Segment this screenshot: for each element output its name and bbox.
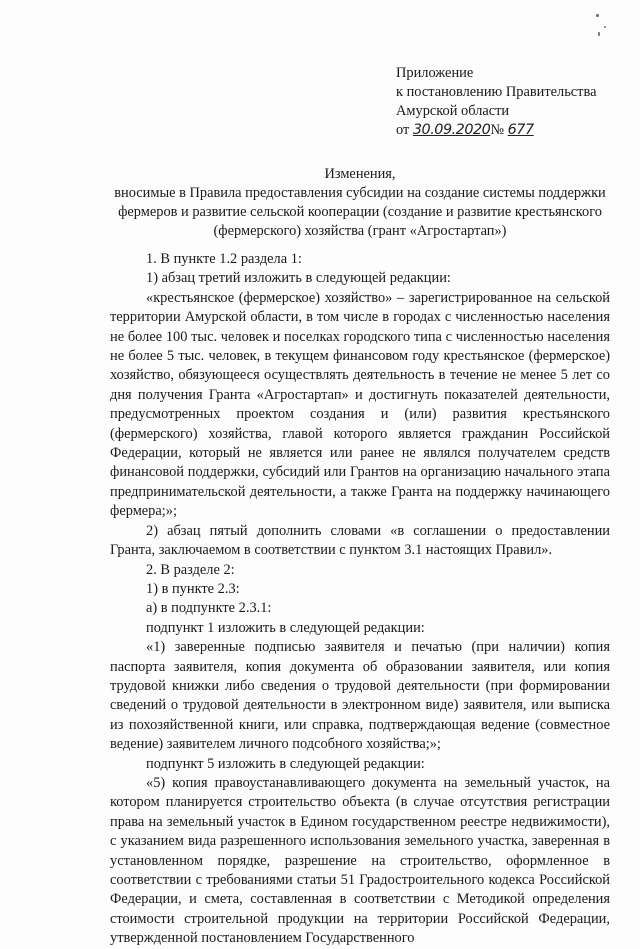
paragraph: 1) абзац третий изложить в следующей редакции: <box>146 270 451 287</box>
number-sign: № <box>490 122 505 138</box>
approval-date-line <box>396 121 596 140</box>
scan-speck <box>604 26 606 28</box>
paragraph: 1. В пункте 1.2 раздела 1: <box>146 251 302 267</box>
document-body <box>110 250 610 949</box>
from-label: от <box>396 122 410 138</box>
paragraph: 2. В разделе 2: <box>146 561 235 578</box>
approval-line: Приложение <box>396 65 474 81</box>
scan-speck <box>596 14 599 17</box>
document-title <box>100 165 620 241</box>
paragraph: «крестьянское (фермерское) хозяйство» – зарегистрированное на сельской территории Амурской области, в том числе в городах с численностью населения не более 100 тыс. человек и поселках городского типа с численностью населения не более 5 тыс. человек, в текущем финансовом году крестьянское (фермерское) хозяйство, обязующееся осуществлять деятельность в течение не менее 5 лет со дня получения Гранта «Агростартап» и достигнуть показателей деятельности, предусмотренных проектом создания и (или) развития крестьянского (фермерского) хозяйства, главой которого является гражданин Российской Федерации, который не является или ранее не являлся получателем средств финансовой поддержки, субсидий или Грантов на организацию начального этапа предпринимательской деятельности, а также Гранта на поддержку начинающего фермера;»; <box>110 289 610 520</box>
handwritten-date: 30.09.2020 <box>412 122 491 138</box>
approval-block <box>396 64 596 140</box>
approval-line: к постановлению Правительства <box>396 84 597 100</box>
handwritten-number: 677 <box>507 122 534 138</box>
scan-speck <box>598 32 600 36</box>
title-line: Изменения, <box>324 166 396 182</box>
approval-line: Амурской области <box>396 103 510 119</box>
paragraph: подпункт 1 изложить в следующей редакции: <box>146 619 425 636</box>
paragraph: «1) заверенные подписью заявителя и печатью (при наличии) копия паспорта заявителя, копия документа об образовании заявителя, или копия трудовой книжки либо сведения о трудовой деятельности (при формировании сведений о трудовой деятельности в электронном виде) заявителя, или выписка из похозяйственной книги, или справка, подтверждающая ведение (совместное ведение) заявителем личного подсобного хозяйства;»; <box>110 639 610 753</box>
title-line: вносимые в Правила предоставления субсидии на создание системы поддержки <box>114 185 606 201</box>
paragraph: 1) в пункте 2.3: <box>146 580 240 597</box>
paragraph: «5) копия правоустанавливающего документа на земельный участок, на котором планируется строительство объекта (в случае отсутствия регистрации права на земельный участок в Едином государственном реестре недвижимости), с указанием вида разрешенного использования земельного участка, заверенная в установленном порядке, разрешение на строительство, оформленное в соответствии с требованиями статьи 51 Градостроительного кодекса Российской Федерации, и смета, составленная в соответствии с Методикой определения стоимости строительной продукции на территории Российской Федерации, утвержденной постановлением Государственного <box>110 774 610 947</box>
paragraph: 2) абзац пятый дополнить словами «в соглашении о предоставлении Гранта, заключаемом в соответствии с пунктом 3.1 настоящих Правил». <box>110 522 610 559</box>
paragraph: подпункт 5 изложить в следующей редакции: <box>146 755 425 772</box>
paragraph: а) в подпункте 2.3.1: <box>146 600 272 617</box>
title-line: (фермерского) хозяйства (грант «Агростартап») <box>213 223 507 239</box>
title-line: фермеров и развитие сельской кооперации (создание и развитие крестьянского <box>118 204 602 220</box>
